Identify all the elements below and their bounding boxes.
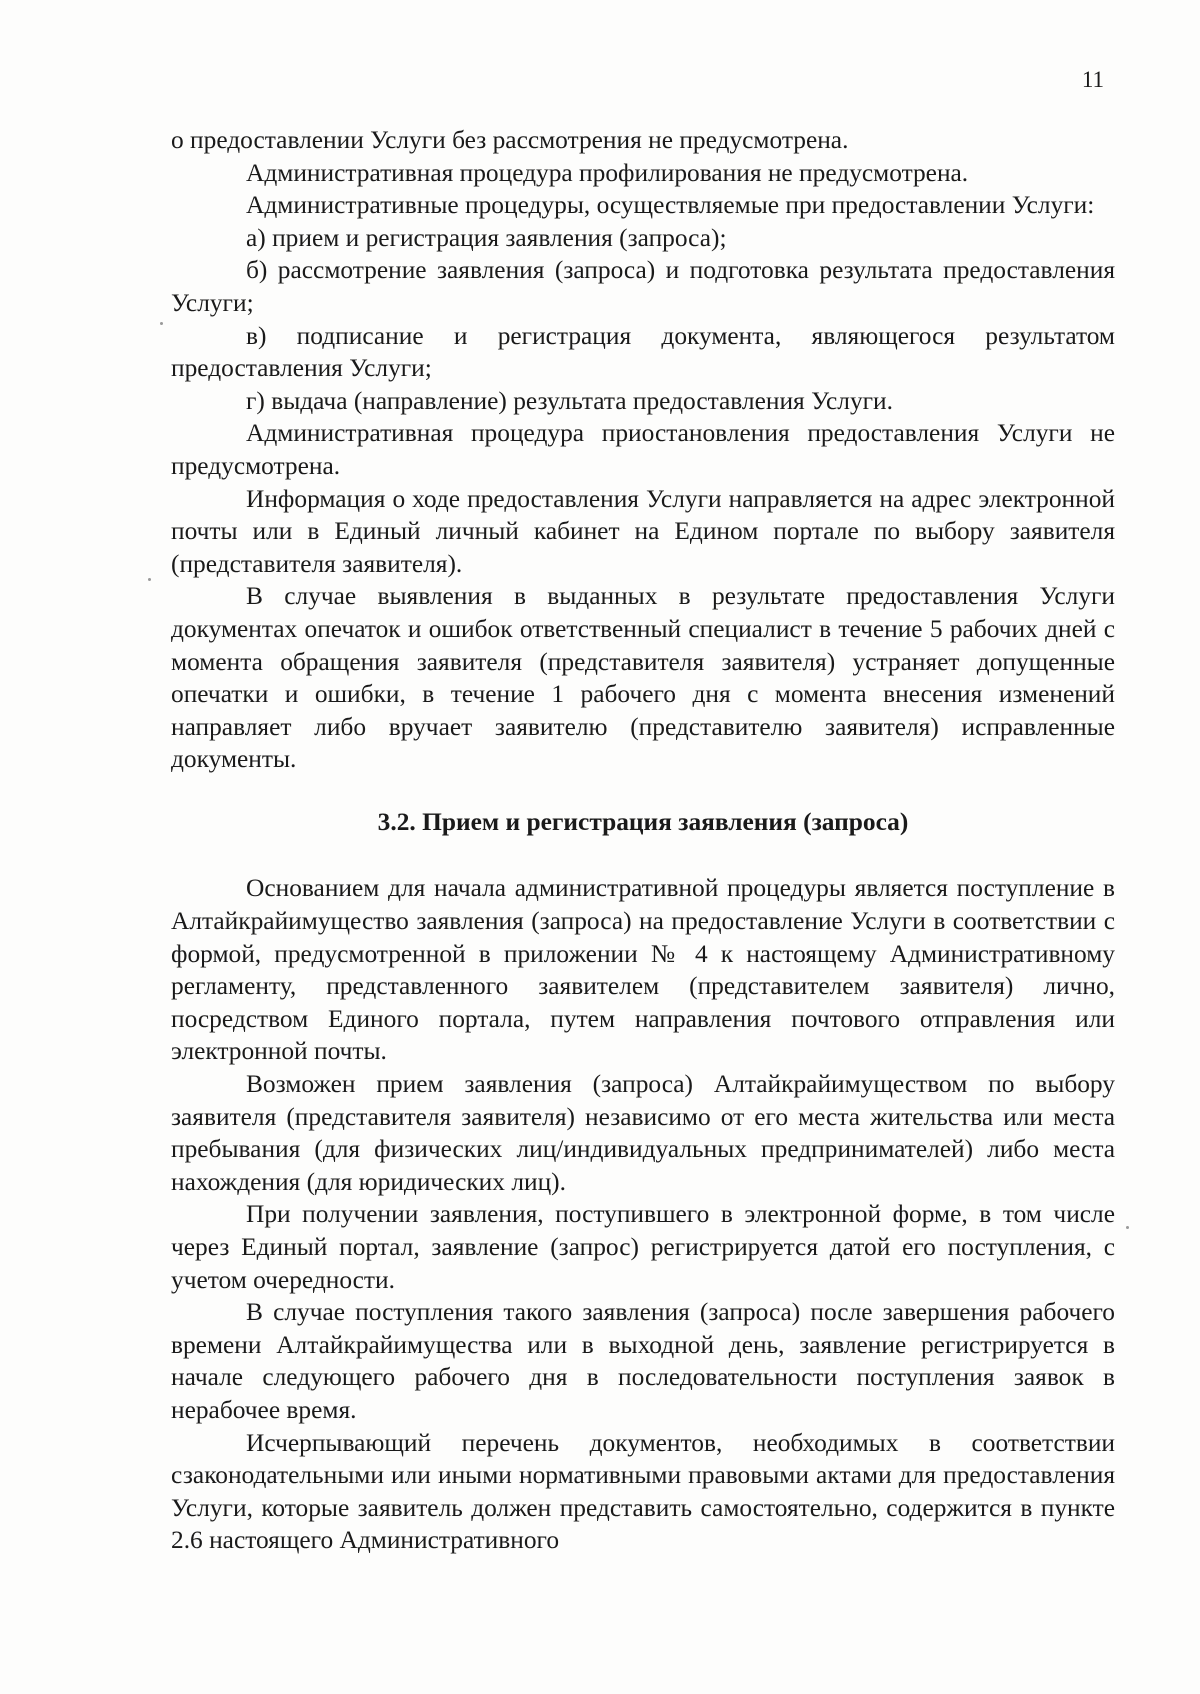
paragraph: В случае поступления такого заявления (запроса) после завершения рабочего времени Алтайкрайимущества или в выходной день, заявление регистрируется в начале следующего рабочего дня в последовательности поступления заявок в нерабочее время.	[171, 1298, 1115, 1424]
paragraph: Основанием для начала административной процедуры является поступление в Алтайкрайимущество заявления (запроса) на предоставление Услуги в соответствии с формой, предусмотренной в приложении № 4 к настоящему Административному регламенту, представленного заявителем (представителем заявителя) лично, посредством Единого портала, путем направления почтового отправления или электронной почты.	[171, 874, 1115, 1066]
paragraph: Информация о ходе предоставления Услуги направляется на адрес электронной почты или в Единый личный кабинет на Едином портале по выбору заявителя (представителя заявителя).	[171, 484, 1115, 578]
document-body	[171, 124, 1115, 1557]
list-item: в) подписание и регистрация документа, являющегося результатом предоставления Услуги;	[171, 321, 1115, 383]
list-item: г) выдача (направление) результата предоставления Услуги.	[246, 386, 893, 415]
scan-speck	[148, 578, 151, 581]
paragraph: Исчерпывающий перечень документов, необходимых в соответствии сзаконодательными или иными нормативными правовыми актами для предоставления Услуги, которые заявитель должен представить самостоятельно, содержится в пункте 2.6 настоящего Административного	[171, 1428, 1115, 1555]
paragraph: Административная процедура приостановления предоставления Услуги не предусмотрена.	[171, 419, 1115, 480]
page-number: 11	[1081, 67, 1104, 92]
list-item: б) рассмотрение заявления (запроса) и подготовка результата предоставления Услуги;	[171, 256, 1115, 317]
list-item: а) прием и регистрация заявления (запроса);	[246, 223, 727, 252]
paragraph: о предоставлении Услуги без рассмотрения не предусмотрена.	[171, 126, 849, 154]
scan-speck	[1126, 1226, 1129, 1229]
section-heading: 3.2. Прием и регистрация заявления (запроса)	[377, 807, 909, 836]
paragraph: При получении заявления, поступившего в электронной форме, в том числе через Единый портал, заявление (запрос) регистрируется датой его поступления, с учетом очередности.	[171, 1200, 1115, 1294]
paragraph: В случае выявления в выданных в результате предоставления Услуги документах опечаток и ошибок ответственный специалист в течение 5 рабочих дней с момента обращения заявителя (представителя заявителя) устраняет допущенные опечатки и ошибки, в течение 1 рабочего дня с момента внесения изменений направляет либо вручает заявителю (представителю заявителя) исправленные документы.	[171, 582, 1115, 774]
paragraph: Административные процедуры, осуществляемые при предоставлении Услуги:	[246, 191, 1095, 220]
scan-speck	[160, 322, 163, 325]
paragraph: Административная процедура профилирования не предусмотрена.	[246, 158, 969, 187]
paragraph: Возможен прием заявления (запроса) Алтайкрайимуществом по выбору заявителя (представителя заявителя) независимо от его места жительства или места пребывания (для физических лиц/индивидуальных предпринимателей) либо места нахождения (для юридических лиц).	[171, 1070, 1115, 1196]
